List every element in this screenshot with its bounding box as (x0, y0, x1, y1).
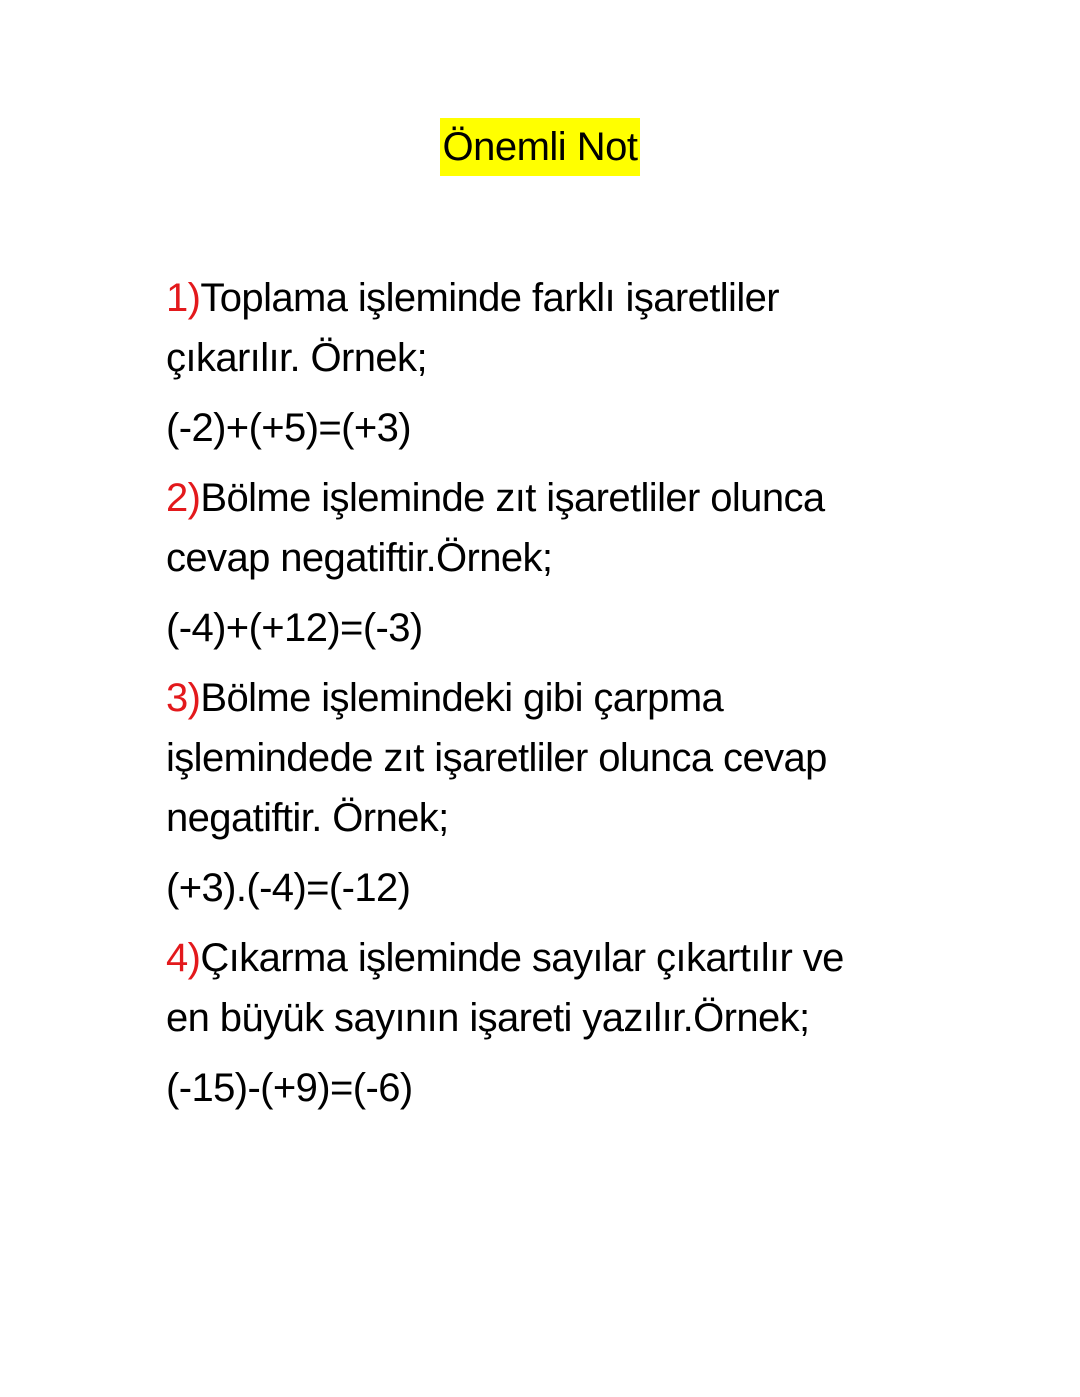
item-number: 4) (166, 936, 201, 980)
page-title: Önemli Not (440, 118, 639, 176)
note-item-1 (166, 268, 926, 458)
note-content (166, 268, 926, 1118)
item-number: 2) (166, 476, 201, 520)
item-text: işlemindede zıt işaretliler olunca cevap (166, 736, 827, 780)
example-equation: (+3).(-4)=(-12) (166, 866, 411, 910)
note-item-2 (166, 468, 926, 658)
item-text: cevap negatiftir.Örnek; (166, 536, 553, 580)
item-text: Bölme işleminde zıt işaretliler olunca (200, 476, 825, 520)
example-equation: (-15)-(+9)=(-6) (166, 1066, 413, 1110)
title-container (0, 118, 1080, 176)
item-text: en büyük sayının işareti yazılır.Örnek; (166, 996, 810, 1040)
example-equation: (-2)+(+5)=(+3) (166, 406, 412, 450)
note-item-3 (166, 668, 926, 918)
item-text: çıkarılır. Örnek; (166, 336, 427, 380)
example-equation: (-4)+(+12)=(-3) (166, 606, 423, 650)
item-number: 1) (166, 276, 201, 320)
item-number: 3) (166, 676, 201, 720)
item-text: negatiftir. Örnek; (166, 796, 449, 840)
item-text: Bölme işlemindeki gibi çarpma (200, 676, 724, 720)
item-text: Toplama işleminde farklı işaretliler (200, 276, 779, 320)
note-item-4 (166, 928, 926, 1118)
item-text: Çıkarma işleminde sayılar çıkartılır ve (200, 936, 844, 980)
